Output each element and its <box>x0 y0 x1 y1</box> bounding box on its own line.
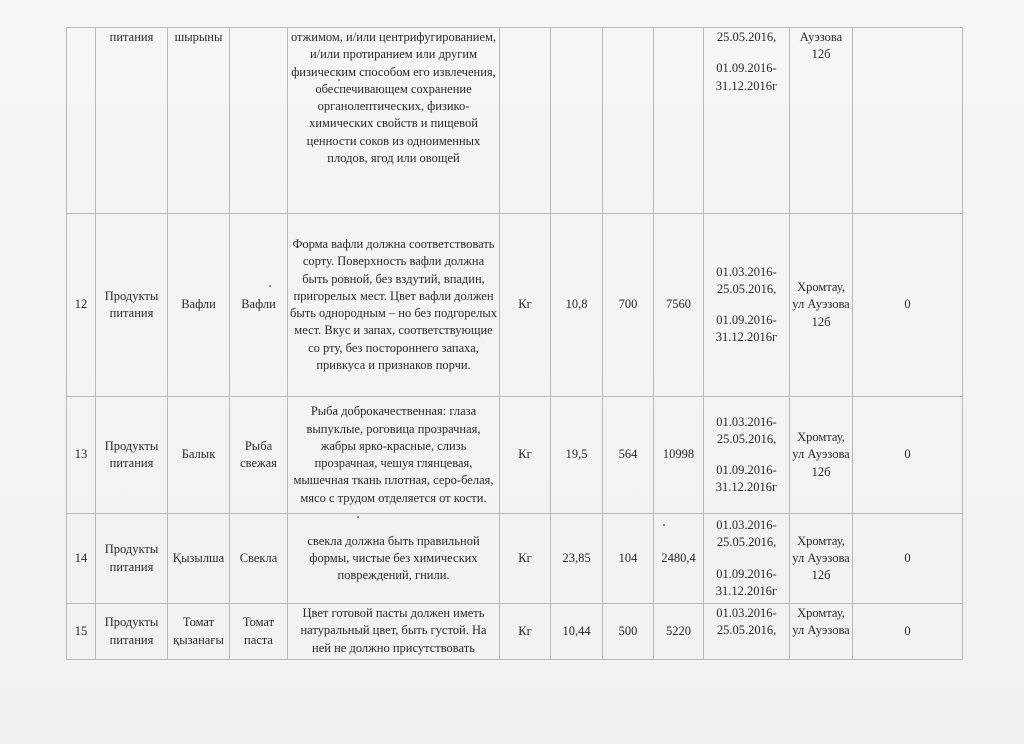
price-cell: 564 <box>603 397 654 514</box>
description-cell: Форма вафли должна соответствовать сорту. Поверхность вафли должна быть ровной, без вздутий, впадин, пригорелых мест. Цвет вафли должен быть однородным – но без подгорелых мест. Вкус и запах, соответствующие со рту, без постороннего запаха, привкуса и признаков порчи. <box>288 214 500 397</box>
dates-cell <box>704 397 790 514</box>
scan-speck <box>357 516 359 518</box>
sum-cell <box>654 28 704 214</box>
dates-cell <box>704 604 790 660</box>
category-cell: Продукты питания <box>96 214 168 397</box>
unit-cell: Кг <box>500 214 551 397</box>
last-cell: 0 <box>853 214 963 397</box>
table-row <box>67 514 963 604</box>
date-period-1: 25.05.2016, <box>716 30 777 44</box>
sum-cell: 7560 <box>654 214 704 397</box>
last-cell: 0 <box>853 514 963 604</box>
name-ru-cell: Вафли <box>230 214 288 397</box>
description-cell: свекла должна быть правильной формы, чистые без химических повреждений, гнили. <box>288 514 500 604</box>
date-period-2: 01.09.2016-31.12.2016г <box>715 313 778 345</box>
price-cell: 700 <box>603 214 654 397</box>
scan-speck <box>663 524 665 526</box>
scan-speck <box>269 285 271 287</box>
date-period-1: 01.03.2016-25.05.2016, <box>716 518 777 550</box>
date-period-1: 01.03.2016-25.05.2016, <box>716 414 777 446</box>
date-period-1: 01.03.2016-25.05.2016, <box>716 606 777 638</box>
sum-cell: 10998 <box>654 397 704 514</box>
row-number: 15 <box>67 604 96 660</box>
row-number: 13 <box>67 397 96 514</box>
dates-cell <box>704 28 790 214</box>
name-ru-cell: Томат паста <box>230 604 288 660</box>
address-cell: Ауэзова 12б <box>790 28 853 214</box>
category-cell: Продукты питания <box>96 397 168 514</box>
sum-cell: 2480,4 <box>654 514 704 604</box>
price-cell: 104 <box>603 514 654 604</box>
description-cell: Цвет готовой пасты должен иметь натуральный цвет, быть густой. На ней не должно присутствовать <box>288 604 500 660</box>
name-kz-cell: шырыны <box>168 28 230 214</box>
dates-cell <box>704 514 790 604</box>
name-kz-cell: Балык <box>168 397 230 514</box>
date-period-2: 01.09.2016-31.12.2016г <box>715 566 778 598</box>
unit-cell <box>500 28 551 214</box>
name-kz-cell: Томат қызанағы <box>168 604 230 660</box>
last-cell: 0 <box>853 397 963 514</box>
last-cell: 0 <box>853 604 963 660</box>
price-cell: 500 <box>603 604 654 660</box>
category-cell: Продукты питания <box>96 514 168 604</box>
description-cell: Рыба доброкачественная: глаза выпуклые, роговица прозрачная, жабры ярко-красные, слизь прозрачная, чешуя глянцевая, мышечная ткань плотная, серо-белая, мясо с трудом отделяется от кости. <box>288 397 500 514</box>
name-ru-cell: Рыба свежая <box>230 397 288 514</box>
date-period-1: 01.03.2016-25.05.2016, <box>716 264 777 296</box>
name-kz-cell: Қызылша <box>168 514 230 604</box>
quantity-cell: 19,5 <box>551 397 603 514</box>
procurement-table <box>66 27 963 660</box>
table-row <box>67 397 963 514</box>
dates-cell <box>704 214 790 397</box>
category-cell: питания <box>96 28 168 214</box>
address-cell: Хромтау, ул Ауэзова 12б <box>790 514 853 604</box>
table-row <box>67 604 963 660</box>
scan-speck <box>338 79 340 81</box>
name-ru-cell: Свекла <box>230 514 288 604</box>
table-row <box>67 28 963 214</box>
last-cell <box>853 28 963 214</box>
price-cell <box>603 28 654 214</box>
date-period-2: 01.09.2016-31.12.2016г <box>715 463 778 495</box>
address-cell: Хромтау, ул Ауэзова 12б <box>790 397 853 514</box>
quantity-cell <box>551 28 603 214</box>
unit-cell: Кг <box>500 397 551 514</box>
name-kz-cell: Вафли <box>168 214 230 397</box>
description-cell: отжимом, и/или центрифугированием, и/или протиранием или другим физическим способом его извлечения, обеспечивающем сохранение органолептических, физико-химических свойств и пищевой ценности соков из одноименных плодов, ягод или овощей <box>288 28 500 214</box>
address-cell: Хромтау, ул Ауэзова <box>790 604 853 660</box>
row-number: 14 <box>67 514 96 604</box>
name-ru-cell <box>230 28 288 214</box>
table-row <box>67 214 963 397</box>
quantity-cell: 23,85 <box>551 514 603 604</box>
unit-cell: Кг <box>500 514 551 604</box>
row-number: 12 <box>67 214 96 397</box>
row-number <box>67 28 96 214</box>
quantity-cell: 10,44 <box>551 604 603 660</box>
category-cell: Продукты питания <box>96 604 168 660</box>
address-cell: Хромтау, ул Ауэзова 12б <box>790 214 853 397</box>
sum-cell: 5220 <box>654 604 704 660</box>
unit-cell: Кг <box>500 604 551 660</box>
quantity-cell: 10,8 <box>551 214 603 397</box>
date-period-2: 01.09.2016-31.12.2016г <box>715 61 778 93</box>
